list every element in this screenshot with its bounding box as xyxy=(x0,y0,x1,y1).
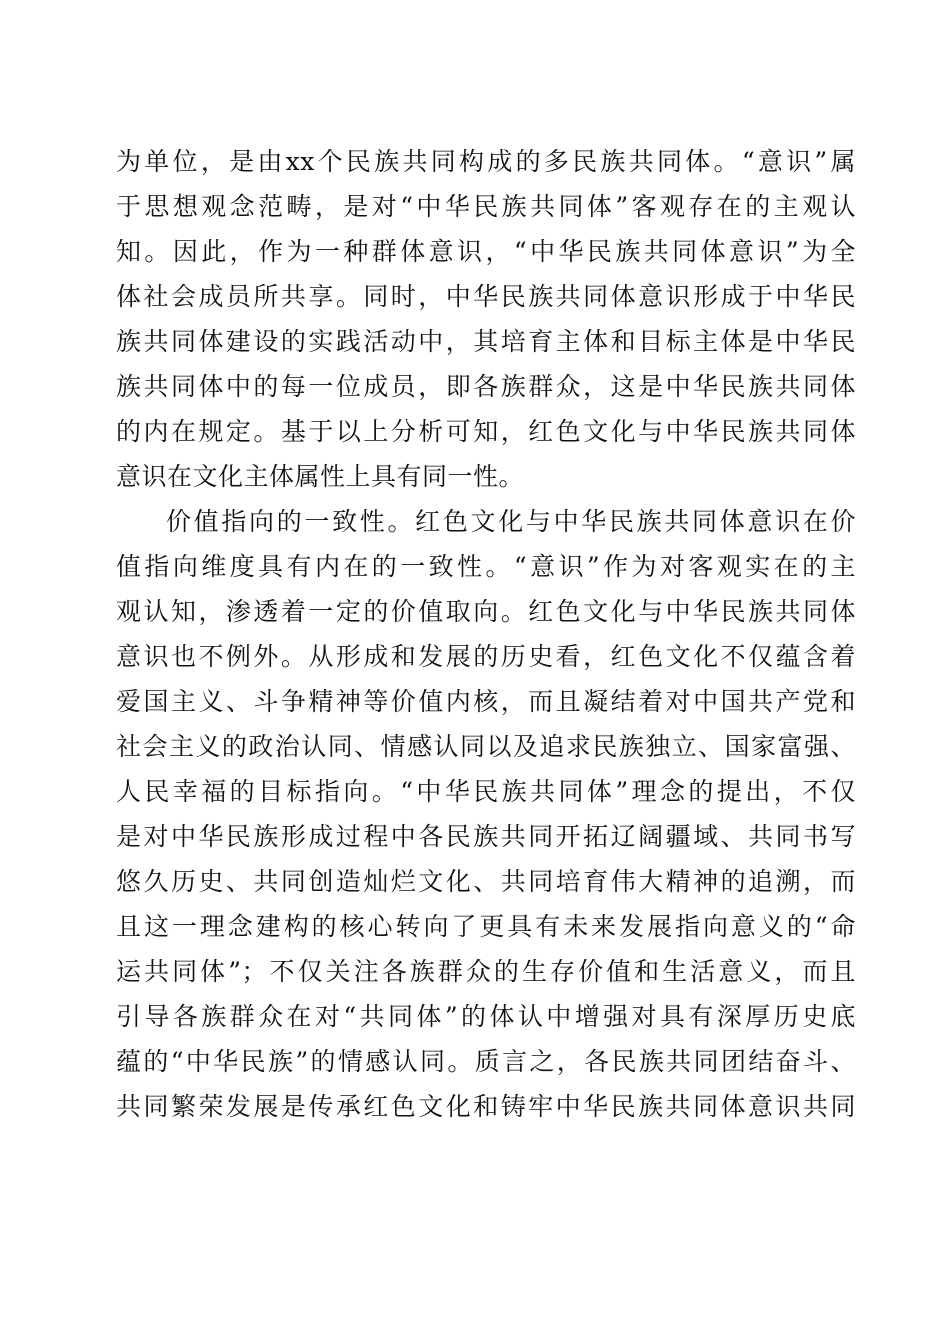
text-line: 是对中华民族形成过程中各民族共同开拓辽阔疆域、共同书写 xyxy=(116,822,856,851)
text-line: 共同繁荣发展是传承红色文化和铸牢中华民族共同体意识共同 xyxy=(116,1092,856,1121)
text-line: 体社会成员所共享。同时，中华民族共同体意识形成于中华民 xyxy=(116,282,856,311)
text-line: 族共同体建设的实践活动中，其培育主体和目标主体是中华民 xyxy=(116,327,856,356)
text-line: 意识在文化主体属性上具有同一性。 xyxy=(116,462,525,491)
text-line: 观认知，渗透着一定的价值取向。红色文化与中华民族共同体 xyxy=(116,597,856,626)
text-line: 且这一理念建构的核心转向了更具有未来发展指向意义的“命 xyxy=(116,912,856,941)
text-line: 意识也不例外。从形成和发展的历史看，红色文化不仅蕴含着 xyxy=(116,642,856,671)
text-line: 于思想观念范畴，是对“中华民族共同体”客观存在的主观认 xyxy=(116,192,856,221)
text-line: 爱国主义、斗争精神等价值内核，而且凝结着对中国共产党和 xyxy=(116,687,856,716)
text-line: 族共同体中的每一位成员，即各族群众，这是中华民族共同体 xyxy=(116,372,856,401)
body-text xyxy=(116,139,856,1129)
paragraph-start-line: 价值指向的一致性。红色文化与中华民族共同体意识在价 xyxy=(166,507,856,536)
text-line: 社会主义的政治认同、情感认同以及追求民族独立、国家富强、 xyxy=(116,732,856,761)
text-line: 运共同体”；不仅关注各族群众的生存价值和生活意义，而且 xyxy=(116,957,856,986)
text-line: 悠久历史、共同创造灿烂文化、共同培育伟大精神的追溯，而 xyxy=(116,867,856,896)
text-line: 知。因此，作为一种群体意识，“中华民族共同体意识”为全 xyxy=(116,237,856,266)
text-line: 人民幸福的目标指向。“中华民族共同体”理念的提出，不仅 xyxy=(116,777,856,806)
text-line: 为单位，是由xx个民族共同构成的多民族共同体。“意识”属 xyxy=(116,147,856,176)
text-line: 引导各族群众在对“共同体”的体认中增强对具有深厚历史底 xyxy=(116,1002,856,1031)
text-line: 值指向维度具有内在的一致性。“意识”作为对客观实在的主 xyxy=(116,552,856,581)
text-line: 蕴的“中华民族”的情感认同。质言之，各民族共同团结奋斗、 xyxy=(116,1047,856,1076)
text-line: 的内在规定。基于以上分析可知，红色文化与中华民族共同体 xyxy=(116,417,856,446)
